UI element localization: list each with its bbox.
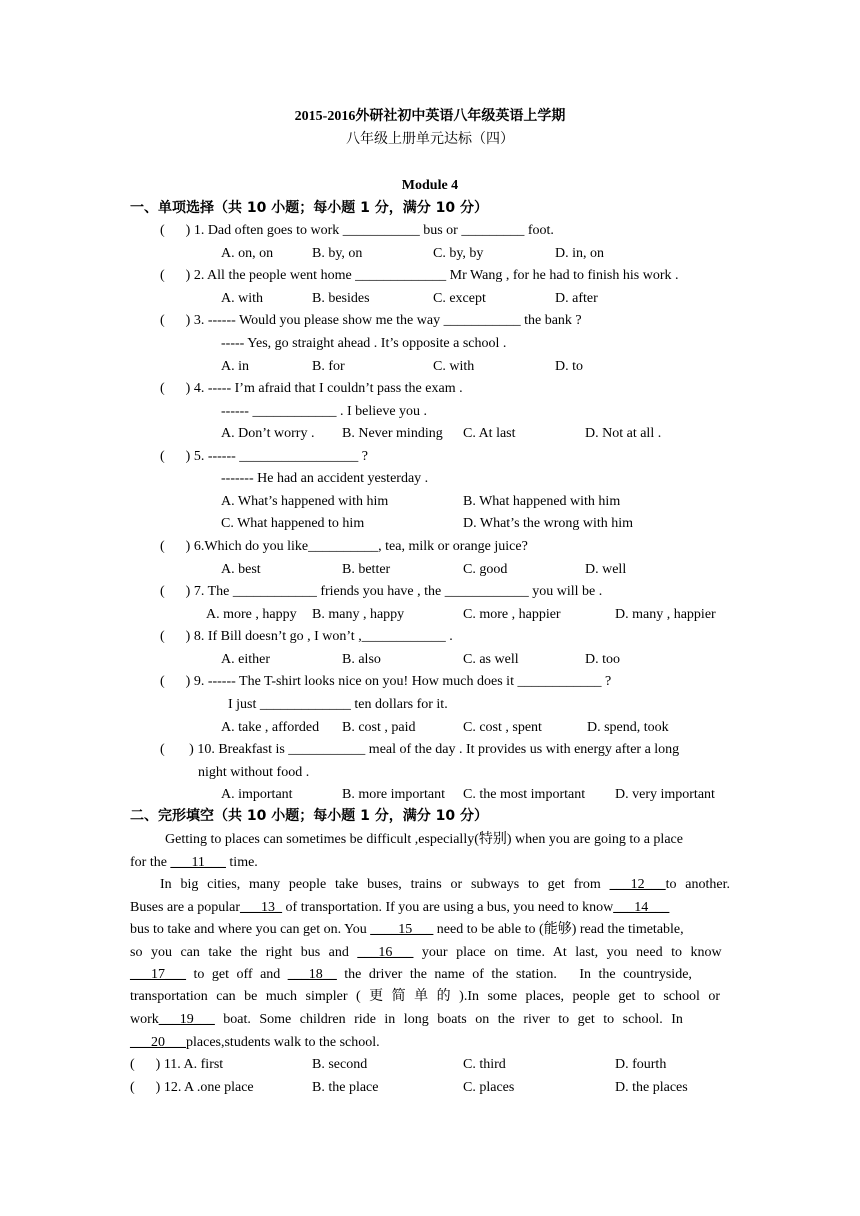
q8-option-b: B. also bbox=[342, 652, 381, 667]
q8-option-a: A. either bbox=[221, 652, 270, 667]
passage-line-8: transportation can be much simpler ( 更 简 单 的 ).In some places, people get to school or bbox=[130, 989, 721, 1004]
q7-stem: ( ) 7. The ____________ friends you have , the ____________ you will be . bbox=[160, 584, 603, 599]
q4-option-a: A. Don’t worry . bbox=[221, 426, 315, 441]
q10-option-d: D. very important bbox=[615, 787, 715, 802]
q12-option-d: D. the places bbox=[615, 1080, 688, 1095]
q5-option-b: B. What happened with him bbox=[463, 494, 621, 509]
q1-option-c: C. by, by bbox=[433, 246, 484, 261]
q10-option-b: B. more important bbox=[342, 787, 446, 802]
q9-reply: I just _____________ ten dollars for it. bbox=[228, 697, 448, 712]
module-title: Module 4 bbox=[401, 178, 459, 193]
blank-11: ___11___ bbox=[170, 855, 226, 870]
q1-option-b: B. by, on bbox=[312, 246, 363, 261]
blank-18: ___18__ bbox=[287, 967, 337, 982]
passage-line-3: In big cities, many people take buses, trains or subways to get from ___12___to another. bbox=[160, 877, 730, 892]
q2-option-c: C. except bbox=[433, 291, 486, 306]
passage-line-1: Getting to places can sometimes be difficult ,especially(特别) when you are going to a place bbox=[165, 832, 683, 847]
q7-option-a: A. more , happy bbox=[206, 607, 297, 622]
passage-line-4: Buses are a popular___13_ of transportation. If you are using a bus, you need to know___14___ bbox=[130, 900, 670, 915]
blank-14: ___14___ bbox=[613, 900, 670, 915]
document-subtitle: 八年级上册单元达标（四） bbox=[346, 132, 514, 147]
q4-stem: ( ) 4. ----- I’m afraid that I couldn’t pass the exam . bbox=[160, 381, 463, 396]
q11-option-b: B. second bbox=[312, 1057, 368, 1072]
q5-option-a: A. What’s happened with him bbox=[221, 494, 389, 509]
q7-option-c: C. more , happier bbox=[463, 607, 561, 622]
q1-option-a: A. on, on bbox=[221, 246, 274, 261]
q6-stem: ( ) 6.Which do you like__________, tea, milk or orange juice? bbox=[160, 539, 528, 554]
q10-option-c: C. the most important bbox=[463, 787, 586, 802]
q3-option-a: A. in bbox=[221, 359, 249, 374]
q3-option-d: D. to bbox=[555, 359, 583, 374]
q12-stem: ( ) 12. A .one place bbox=[130, 1080, 254, 1095]
q4-option-d: D. Not at all . bbox=[585, 426, 662, 441]
passage-line-2: for the ___11___ time. bbox=[130, 855, 258, 870]
passage-line-7: ___17___ to get off and ___18__ the driver the name of the station. In the countryside, bbox=[130, 967, 692, 982]
blank-19: ___19___ bbox=[158, 1012, 215, 1027]
section1-heading: 一、单项选择（共 10 小题；每小题 1 分，满分 10 分） bbox=[130, 200, 488, 216]
q4-reply: ------ ____________ . I believe you . bbox=[221, 404, 428, 419]
q4-option-c: C. At last bbox=[463, 426, 516, 441]
q7-option-b: B. many , happy bbox=[312, 607, 405, 622]
q1-option-d: D. in, on bbox=[555, 246, 604, 261]
blank-16: ___16___ bbox=[357, 945, 414, 960]
q8-option-c: C. as well bbox=[463, 652, 519, 667]
q3-option-b: B. for bbox=[312, 359, 345, 374]
passage-line-6: so you can take the right bus and ___16___ your place on time. At last, you need to know bbox=[130, 945, 722, 960]
document-title: 2015-2016外研社初中英语八年级英语上学期 bbox=[294, 109, 566, 124]
passage-line-9: work___19___ boat. Some children ride in long boats on the river to get to school. In bbox=[130, 1012, 683, 1027]
q10-option-a: A. important bbox=[221, 787, 293, 802]
q11-option-c: C. third bbox=[463, 1057, 506, 1072]
q1-stem: ( ) 1. Dad often goes to work ___________ bus or _________ foot. bbox=[160, 223, 554, 238]
q2-stem: ( ) 2. All the people went home _____________ Mr Wang , for he had to finish his work . bbox=[160, 268, 679, 283]
passage-line-5: bus to take and where you can get on. You ____15___ need to be able to (能够) read the timetable, bbox=[130, 922, 684, 937]
q5-option-c: C. What happened to him bbox=[221, 516, 365, 531]
q3-stem: ( ) 3. ------ Would you please show me the way ___________ the bank ? bbox=[160, 313, 582, 328]
q9-option-b: B. cost , paid bbox=[342, 720, 416, 735]
blank-12: ___12___ bbox=[609, 877, 666, 892]
q9-option-d: D. spend, took bbox=[587, 720, 669, 735]
q8-stem: ( ) 8. If Bill doesn’t go , I won’t ,____________ . bbox=[160, 629, 453, 644]
q2-option-a: A. with bbox=[221, 291, 263, 306]
q6-option-d: D. well bbox=[585, 562, 627, 577]
q10-stem-cont: night without food . bbox=[198, 765, 310, 780]
section2-heading: 二、完形填空（共 10 小题；每小题 1 分，满分 10 分） bbox=[130, 808, 488, 824]
q6-option-c: C. good bbox=[463, 562, 508, 577]
q3-reply: ----- Yes, go straight ahead . It’s opposite a school . bbox=[221, 336, 507, 351]
q6-option-a: A. best bbox=[221, 562, 261, 577]
q2-option-b: B. besides bbox=[312, 291, 370, 306]
blank-17: ___17___ bbox=[130, 967, 186, 982]
q3-option-c: C. with bbox=[433, 359, 475, 374]
q11-stem: ( ) 11. A. first bbox=[130, 1057, 224, 1072]
q6-option-b: B. better bbox=[342, 562, 391, 577]
q12-option-b: B. the place bbox=[312, 1080, 379, 1095]
q9-option-c: C. cost , spent bbox=[463, 720, 542, 735]
q11-option-d: D. fourth bbox=[615, 1057, 667, 1072]
q8-option-d: D. too bbox=[585, 652, 620, 667]
blank-15: ____15___ bbox=[370, 922, 434, 937]
q12-option-c: C. places bbox=[463, 1080, 515, 1095]
q10-stem: ( ) 10. Breakfast is ___________ meal of the day . It provides us with energy after a long bbox=[160, 742, 680, 757]
q4-option-b: B. Never minding bbox=[342, 426, 443, 441]
q7-option-d: D. many , happier bbox=[615, 607, 716, 622]
q9-option-a: A. take , afforded bbox=[221, 720, 320, 735]
blank-20: ___20___ bbox=[130, 1035, 186, 1050]
blank-13: ___13_ bbox=[240, 900, 283, 915]
q2-option-d: D. after bbox=[555, 291, 598, 306]
q9-stem: ( ) 9. ------ The T-shirt looks nice on you! How much does it ____________ ? bbox=[160, 674, 612, 689]
q5-option-d: D. What’s the wrong with him bbox=[463, 516, 634, 531]
passage-line-10: ___20___places,students walk to the school. bbox=[130, 1035, 380, 1050]
q5-stem: ( ) 5. ------ _________________ ? bbox=[160, 449, 369, 464]
q5-reply: ------- He had an accident yesterday . bbox=[221, 471, 429, 486]
